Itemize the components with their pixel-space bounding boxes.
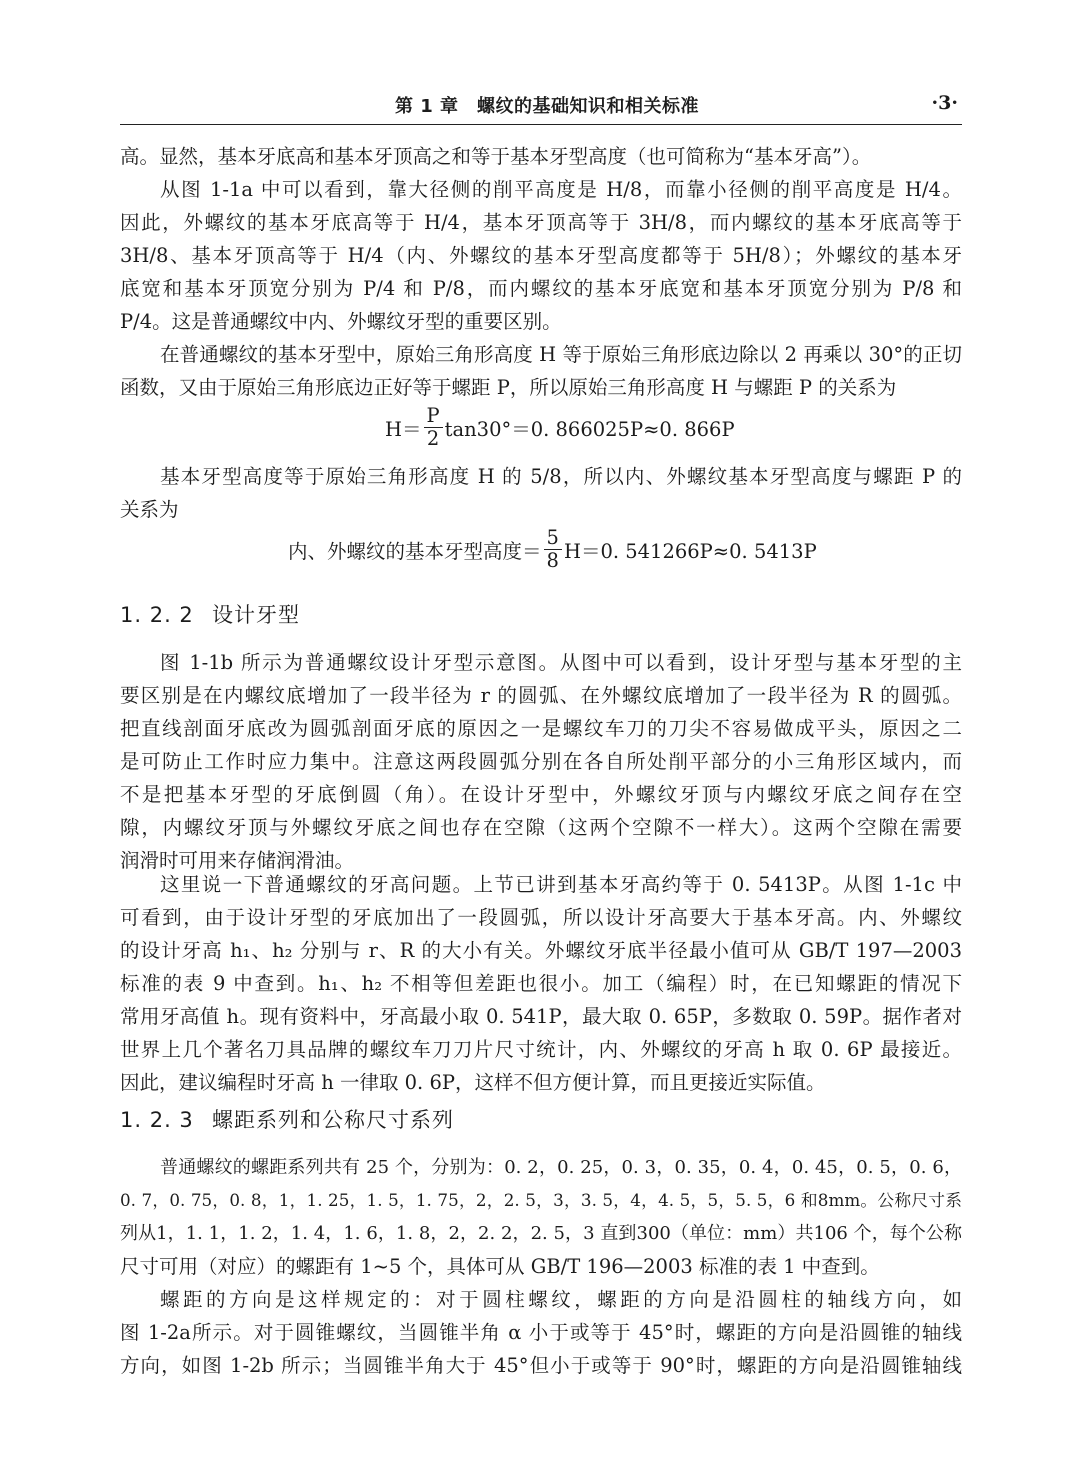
text-line: 列从1，1. 1，1. 2，1. 4，1. 6，1. 8，2，2. 2，2. 5，3 直到300（单位：mm）共106 个，每个公称 (120, 1223, 962, 1244)
formula-basic-height (288, 527, 817, 572)
paragraph-pitch-direction (120, 1283, 962, 1382)
formula-lhs: H＝ (385, 417, 422, 441)
formula-rhs: H＝0. 541266P≈0. 5413P (563, 539, 817, 563)
paragraph-continuation (120, 140, 962, 173)
paragraph-cut-heights (120, 173, 962, 338)
text-line: 关系为 (120, 498, 179, 521)
paragraph-triangle-height (120, 338, 962, 404)
text-line: P/4。这是普通螺纹中内、外螺纹牙型的重要区别。 (120, 310, 562, 333)
paragraph-basic-height (120, 460, 962, 526)
text-line: 把直线剖面牙底改为圆弧剖面牙底的原因之一是螺纹车刀的刀尖不容易做成平头，原因之二 (120, 717, 962, 740)
text-line: 隙，内螺纹牙顶与外螺纹牙底之间也存在空隙（这两个空隙不一样大）。这两个空隙在需要 (120, 816, 962, 839)
section-heading-1-2-3 (120, 1104, 454, 1134)
fraction (544, 527, 562, 572)
formula-h-tan30 (385, 405, 735, 450)
section-number: 1. 2. 2 (120, 603, 194, 627)
text-line: 润滑时可用来存储润滑油。 (120, 849, 355, 872)
fraction-denominator: 2 (426, 427, 440, 450)
page-number: ·3· (931, 92, 958, 114)
text-line: 从图 1-1a 中可以看到，靠大径侧的削平高度是 H/8，而靠小径侧的削平高度是 H/4。 (160, 178, 962, 201)
text-line: 基本牙型高度等于原始三角形高度 H 的 5/8，所以内、外螺纹基本牙型高度与螺距 P 的 (160, 465, 962, 488)
text-line: 可看到，由于设计牙型的牙底加出了一段圆弧，所以设计牙高要大于基本牙高。内、外螺纹 (120, 906, 962, 929)
fraction-numerator: 5 (544, 527, 562, 550)
text-line: 因此，建议编程时牙高 h 一律取 0. 6P，这样不但方便计算，而且更接近实际值。 (120, 1071, 826, 1094)
text-line: 常用牙高值 h。现有资料中，牙高最小取 0. 541P，最大取 0. 65P，多数取 0. 59P。据作者对 (120, 1005, 962, 1028)
text-line: 底宽和基本牙顶宽分别为 P/4 和 P/8，而内螺纹的基本牙底宽和基本牙顶宽分别为 P/8 和 (120, 277, 962, 300)
section-title: 螺距系列和公称尺寸系列 (212, 1108, 454, 1132)
text-line: 这里说一下普通螺纹的牙高问题。上节已讲到基本牙高约等于 0. 5413P。从图 1-1c 中 (160, 873, 962, 896)
section-title: 设计牙型 (212, 603, 300, 627)
text-line: 标准的表 9 中查到。h₁、h₂ 不相等但差距也很小。加工（编程）时，在已知螺距的情况下 (120, 972, 962, 995)
text-line: 0. 7，0. 75，0. 8，1，1. 25，1. 5，1. 75，2，2. 5，3，3. 5，4，4. 5，5，5. 5，6 和8mm。公称尺寸系 (120, 1190, 962, 1210)
text-line: 函数，又由于原始三角形底边正好等于螺距 P，所以原始三角形高度 H 与螺距 P 的关系为 (120, 376, 897, 399)
text-line: 3H/8、基本牙顶高等于 H/4（内、外螺纹的基本牙型高度都等于 5H/8）；外螺纹的基本牙 (120, 244, 962, 267)
paragraph-pitch-series (120, 1151, 962, 1283)
fraction-numerator: P (424, 405, 443, 428)
formula-rhs: tan30°＝0. 866025P≈0. 866P (444, 417, 735, 441)
text-line: 不是把基本牙型的牙底倒圆（角）。在设计牙型中，外螺纹牙顶与内螺纹牙底之间存在空 (120, 783, 962, 806)
text-line: 高。显然，基本牙底高和基本牙顶高之和等于基本牙型高度（也可简称为“基本牙高”）。 (120, 145, 872, 168)
text-line: 世界上几个著名刀具品牌的螺纹车刀刀片尺寸统计，内、外螺纹的牙高 h 取 0. 6P 最接近。 (120, 1038, 962, 1061)
paragraph-thread-height (120, 868, 962, 1099)
text-line: 是可防止工作时应力集中。注意这两段圆弧分别在各自所处削平部分的小三角形区域内，而 (120, 750, 962, 773)
text-line: 的设计牙高 h₁、h₂ 分别与 r、R 的大小有关。外螺纹牙底半径最小值可从 GB/T 197—2003 (120, 939, 962, 962)
text-line: 普通螺纹的螺距系列共有 25 个，分别为：0. 2，0. 25，0. 3，0. 35，0. 4，0. 45，0. 5，0. 6， (160, 1157, 962, 1178)
paragraph-design-profile (120, 646, 962, 877)
text-line: 图 1-2a所示。对于圆锥螺纹，当圆锥半角 α 小于或等于 45°时，螺距的方向是沿圆锥的轴线 (120, 1321, 962, 1344)
text-line: 因此，外螺纹的基本牙底高等于 H/4，基本牙顶高等于 3H/8，而内螺纹的基本牙底高等于 (120, 211, 962, 234)
text-line: 图 1-1b 所示为普通螺纹设计牙型示意图。从图中可以看到，设计牙型与基本牙型的主 (160, 651, 962, 674)
running-header (120, 90, 962, 125)
text-line: 要区别是在内螺纹底增加了一段半径为 r 的圆弧、在外螺纹底增加了一段半径为 R 的圆弧。 (120, 684, 962, 707)
formula-lhs: 内、外螺纹的基本牙型高度＝ (288, 539, 542, 563)
text-line: 螺距的方向是这样规定的：对于圆柱螺纹，螺距的方向是沿圆柱的轴线方向，如 (160, 1288, 962, 1311)
fraction (424, 405, 443, 450)
section-heading-1-2-2 (120, 599, 300, 629)
text-line: 方向，如图 1-2b 所示；当圆锥半角大于 45°但小于或等于 90°时，螺距的方向是沿圆锥轴线 (120, 1354, 962, 1377)
section-number: 1. 2. 3 (120, 1108, 194, 1132)
text-line: 在普通螺纹的基本牙型中，原始三角形高度 H 等于原始三角形底边除以 2 再乘以 30°的正切 (160, 343, 962, 366)
fraction-denominator: 8 (546, 549, 559, 572)
text-line: 尺寸可用（对应）的螺距有 1~5 个，具体可从 GB/T 196—2003 标准的表 1 中查到。 (120, 1255, 880, 1278)
chapter-title: 第 1 章 螺纹的基础知识和相关标准 (395, 96, 700, 117)
